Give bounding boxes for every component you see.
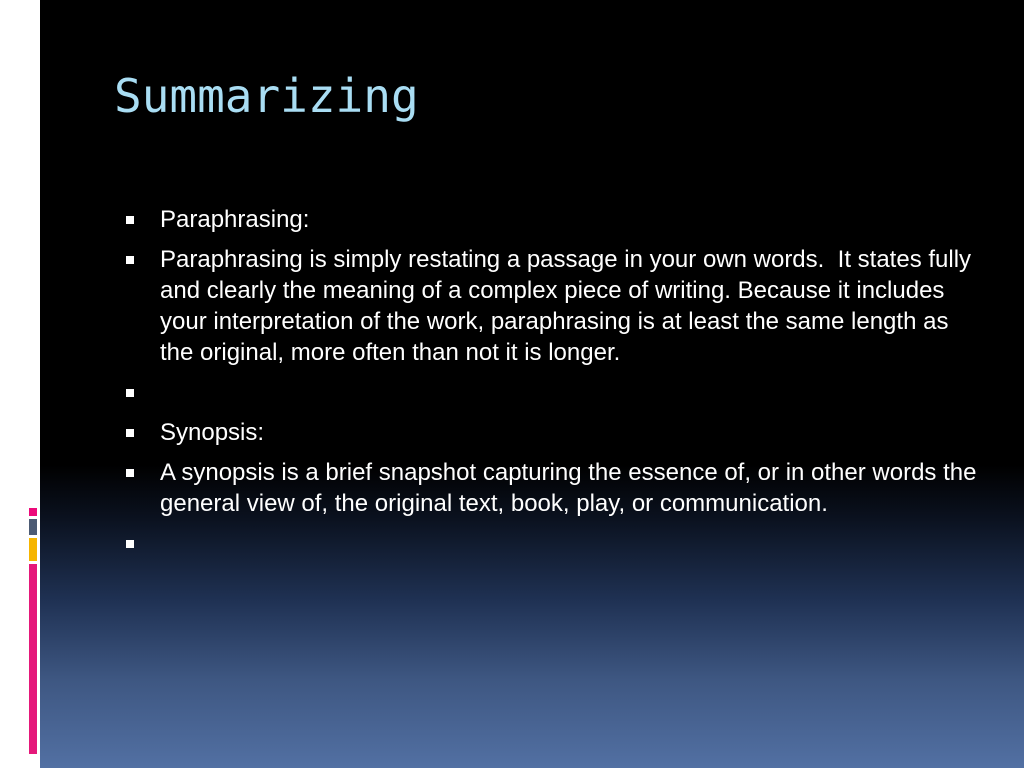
bullet-item [120, 417, 980, 448]
bullet-text: Synopsis: [160, 419, 265, 446]
bullet-item [120, 457, 984, 519]
bullet-list [120, 204, 984, 568]
bullet-item [120, 204, 980, 235]
bullet-text: Paraphrasing: [160, 206, 310, 233]
square-bullet-icon [126, 389, 134, 397]
square-bullet-icon [126, 540, 134, 548]
accent-bar-gray [29, 519, 37, 535]
bullet-text: A synopsis is a brief snapshot capturing the essence of, or in other words the general view of, the original text, book, play, or communication. [160, 459, 984, 517]
square-bullet-icon [126, 429, 134, 437]
accent-bar-pink-small [29, 508, 37, 516]
accent-bar-gold [29, 538, 37, 561]
square-bullet-icon [126, 469, 134, 477]
bullet-item [120, 244, 980, 368]
bullet-item-empty [120, 377, 980, 408]
square-bullet-icon [126, 256, 134, 264]
bullet-item-empty [120, 528, 980, 559]
bullet-text: Paraphrasing is simply restating a passage in your own words. It states fully and clearly the meaning of a complex piece of writing. Because it includes your interpretation of the work, paraphrasing is at least the same length as the original, more often than not it is longer. [160, 246, 978, 366]
square-bullet-icon [126, 216, 134, 224]
accent-bar-pink-long [29, 564, 37, 754]
slide-title: Summarizing [114, 69, 419, 123]
